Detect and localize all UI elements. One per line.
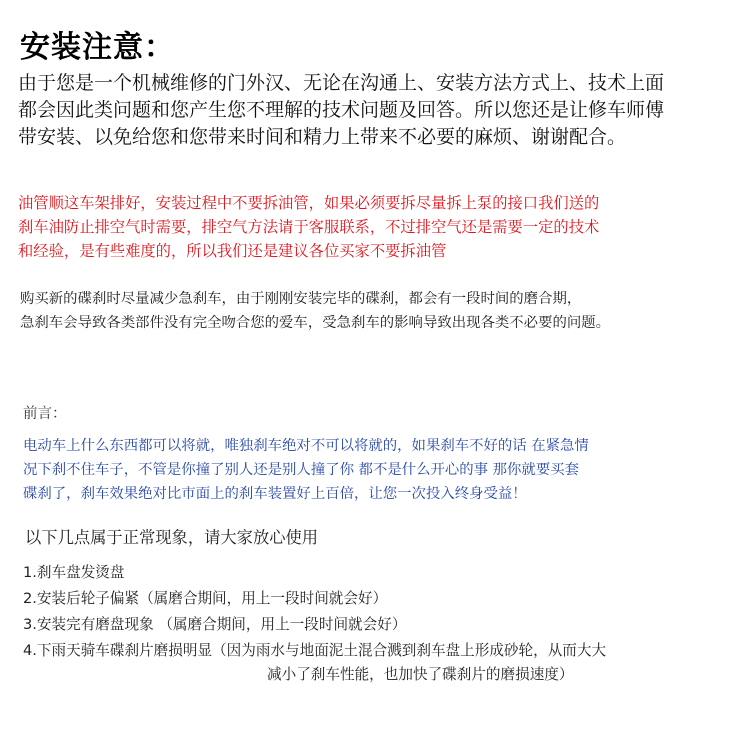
normal-phenomena-heading: 以下几点属于正常现象，请大家放心使用 bbox=[25, 528, 319, 547]
brake-notice-line: 急刹车会导致各类部件没有完全吻合您的爱车，受急刹车的影响导致出现各类不必要的问题。 bbox=[20, 315, 611, 331]
brake-break-in-notice bbox=[20, 287, 745, 335]
intro-line: 都会因此类问题和您产生您不理解的技术问题及回答。所以您还是让修车师傅 bbox=[18, 99, 665, 121]
list-item-continuation: 减小了刹车性能，也加快了碟刹片的磨损速度） bbox=[267, 666, 574, 683]
preface-line: 况下刹不住车子，不管是你撞了别人还是别人撞了你 都不是什么开心的事 那你就要买套 bbox=[23, 462, 579, 478]
preface-label: 前言： bbox=[23, 406, 67, 422]
intro-line: 由于您是一个机械维修的门外汉、无论在沟通上、安装方法方式上、技术上面 bbox=[18, 72, 665, 94]
list-item: 2.安装后轮子偏紧（属磨合期间，用上一段时间就会好） bbox=[23, 590, 388, 607]
list-item: 4.下雨天骑车碟刹片磨损明显（因为雨水与地面泥土混合溅到刹车盘上形成砂轮，从而大大 bbox=[23, 642, 607, 659]
normal-phenomena-list bbox=[23, 561, 745, 687]
page-title: 安装注意： bbox=[20, 30, 175, 65]
brake-notice-line: 购买新的碟刹时尽量减少急刹车，由于刚刚安装完毕的碟刹，都会有一段时间的磨合期， bbox=[20, 291, 582, 307]
intro-line: 带安装、以免给您和您带来时间和精力上带来不必要的麻烦、谢谢配合。 bbox=[18, 126, 627, 148]
warning-line: 刹车油防止排空气时需要，排空气方法请于客服联系，不过排空气还是需要一定的技术 bbox=[18, 218, 600, 236]
oil-pipe-warning bbox=[18, 191, 740, 263]
preface-paragraph bbox=[23, 434, 743, 506]
list-item: 3.安装完有磨盘现象 （属磨合期间，用上一段时间就会好） bbox=[23, 616, 407, 633]
warning-line: 和经验，是有些难度的，所以我们还是建议各位买家不要拆油管 bbox=[18, 242, 447, 260]
list-item: 1.刹车盘发烫盘 bbox=[23, 564, 125, 581]
warning-line: 油管顺这车架排好，安装过程中不要拆油管，如果必须要拆尽量拆上泵的接口我们送的 bbox=[18, 194, 600, 212]
preface-line: 碟刹了，刹车效果绝对比市面上的刹车装置好上百倍，让您一次投入终身受益！ bbox=[23, 486, 527, 502]
preface-line: 电动车上什么东西都可以将就，唯独刹车绝对不可以将就的，如果刹车不好的话 在紧急情 bbox=[23, 438, 589, 454]
intro-paragraph bbox=[18, 70, 740, 151]
